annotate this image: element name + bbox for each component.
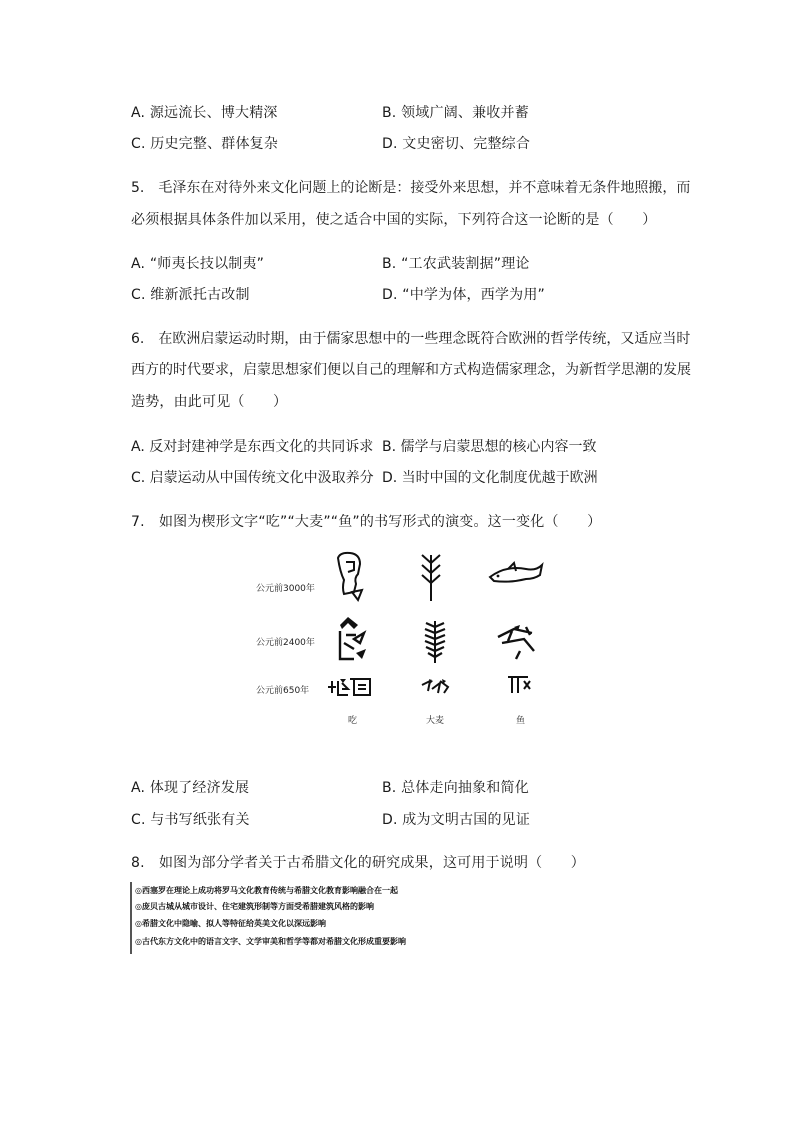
cuneiform-eat-2400bc-icon [334,615,370,665]
cuneiform-barley-2400bc-icon [422,619,448,665]
q5-stem-line2: 必须根据具体条件加以采用，使之适合中国的实际，下列符合这一论断的是（ ） [131,212,657,228]
q6-stem-line1: 6. 在欧洲启蒙运动时期，由于儒家思想中的一些理念既符合欧洲的哲学传统，又适应当时 [131,331,691,347]
q6-option-d: D. 当时中国的文化制度优越于欧洲 [382,470,598,486]
q4-option-d: D. 文史密切、完整综合 [382,136,531,152]
q6-option-a: A. 反对封建神学是东西文化的共同诉求 [131,439,374,455]
q8-box-line-3: ◎希腊文化中隐喻、拟人等特征给英美文化以深远影响 [135,919,326,928]
q6-stem-line2: 西方的时代要求，启蒙思想家们便以自己的理解和方式构造儒家理念，为新哲学思潮的发展 [131,362,691,378]
q7-option-c: C. 与书写纸张有关 [131,812,250,828]
q5-option-b: B. “工农武装割据”理论 [382,256,530,272]
q6-stem-line3: 造势，由此可见（ ） [131,394,288,410]
q4-option-a: A. 源远流长、博大精深 [131,105,278,121]
q5-option-a: A. “师夷长技以制夷” [131,256,265,272]
q7-option-b: B. 总体走向抽象和简化 [382,780,529,796]
col-label-eat: 吃 [348,716,358,726]
q6-option-b: B. 儒学与启蒙思想的核心内容一致 [382,439,597,455]
cuneiform-eat-650bc-icon [326,675,374,701]
q8-stem: 8. 如图为部分学者关于古希腊文化的研究成果，这可用于说明（ ） [131,855,585,871]
q8-box-line-1: ◎西塞罗在理论上成功将罗马文化教育传统与希腊文化教育影响融合在一起 [135,886,398,895]
q4-option-c: C. 历史完整、群体复杂 [131,136,279,152]
row-label-650bc: 公元前650年 [256,686,310,696]
col-label-fish: 鱼 [516,716,526,726]
q7-stem: 7. 如图为楔形文字“吃”“大麦”“鱼”的书写形式的演变。这一变化（ ） [131,514,602,530]
cuneiform-fish-2400bc-icon [494,621,538,661]
cuneiform-fish-650bc-icon [506,673,532,697]
q5-stem-line1: 5. 毛泽东在对待外来文化问题上的论断是：接受外来思想，并不意味着无条件地照搬，而 [131,180,691,196]
q6-option-c: C. 启蒙运动从中国传统文化中汲取养分 [131,470,374,486]
row-label-2400bc: 公元前2400年 [256,638,315,648]
cuneiform-evolution-figure [250,545,560,730]
q4-option-b: B. 领域广阔、兼收并蓄 [382,105,529,121]
row-label-3000bc: 公元前3000年 [256,584,315,594]
q8-research-box [130,882,436,954]
pictograph-eat-3000bc-icon [330,550,370,605]
col-label-barley: 大麦 [426,716,445,726]
q7-option-d: D. 成为文明古国的见证 [382,812,531,828]
pictograph-barley-3000bc-icon [418,553,444,603]
cuneiform-barley-650bc-icon [420,677,452,697]
q7-option-a: A. 体现了经济发展 [131,780,250,796]
q8-box-line-4: ◎古代东方文化中的语言文字、文学审美和哲学等都对希腊文化形成重要影响 [135,937,406,946]
pictograph-fish-3000bc-icon [486,559,546,589]
q5-option-c: C. 维新派托古改制 [131,287,250,303]
q8-box-line-2: ◎庞贝古城从城市设计、住宅建筑形制等方面受希腊建筑风格的影响 [135,902,374,911]
q5-option-d: D. “中学为体，西学为用” [382,287,545,303]
